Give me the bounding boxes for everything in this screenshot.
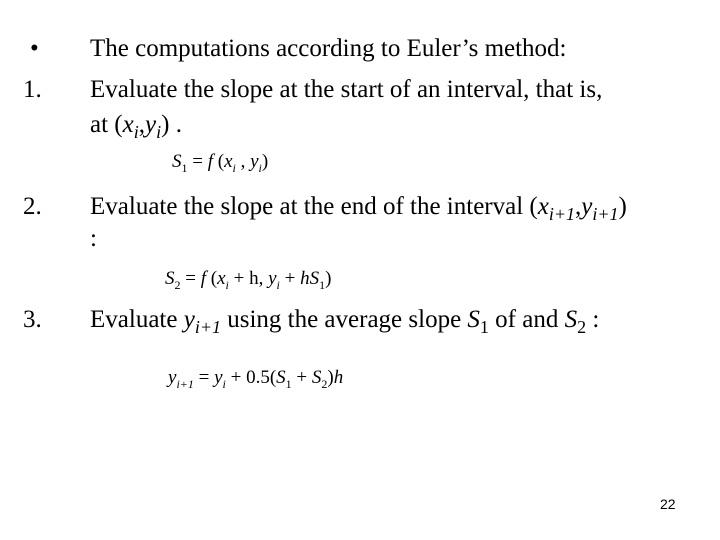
equation-s2: $S_2 = f$ ($x_i + h$, $y_i + hS_1$) — [165, 268, 332, 292]
item-2-line1: Evaluate the slope at the end of the interval $(x_{i+1},y_{i+1})$ — [90, 193, 627, 224]
item-2-line2: : — [90, 225, 97, 252]
equation-y-next: $y_{i+1} = y_i + 0.5(S_1 + S_2)h$ — [168, 367, 344, 391]
item-1-marker: 1. — [23, 76, 42, 103]
intro-text: The computations according to Euler’s method: — [90, 35, 567, 62]
item-2-marker: 2. — [23, 193, 42, 220]
item-1-line2: at $(x_i,y_i)$ . — [90, 111, 182, 142]
bullet-marker: • — [30, 35, 39, 62]
item-1-line1: Evaluate the slope at the start of an interval, that is, — [90, 76, 603, 103]
item-3-marker: 3. — [23, 306, 42, 333]
equation-s1: $S_1 = f$ ($x_i$ , $y_i$) — [172, 151, 269, 175]
item-3-line1: Evaluate $y_{i+1}$ using the average slope $S_1$ of and $S_2$ : — [90, 306, 600, 337]
page-number: 22 — [660, 496, 676, 512]
